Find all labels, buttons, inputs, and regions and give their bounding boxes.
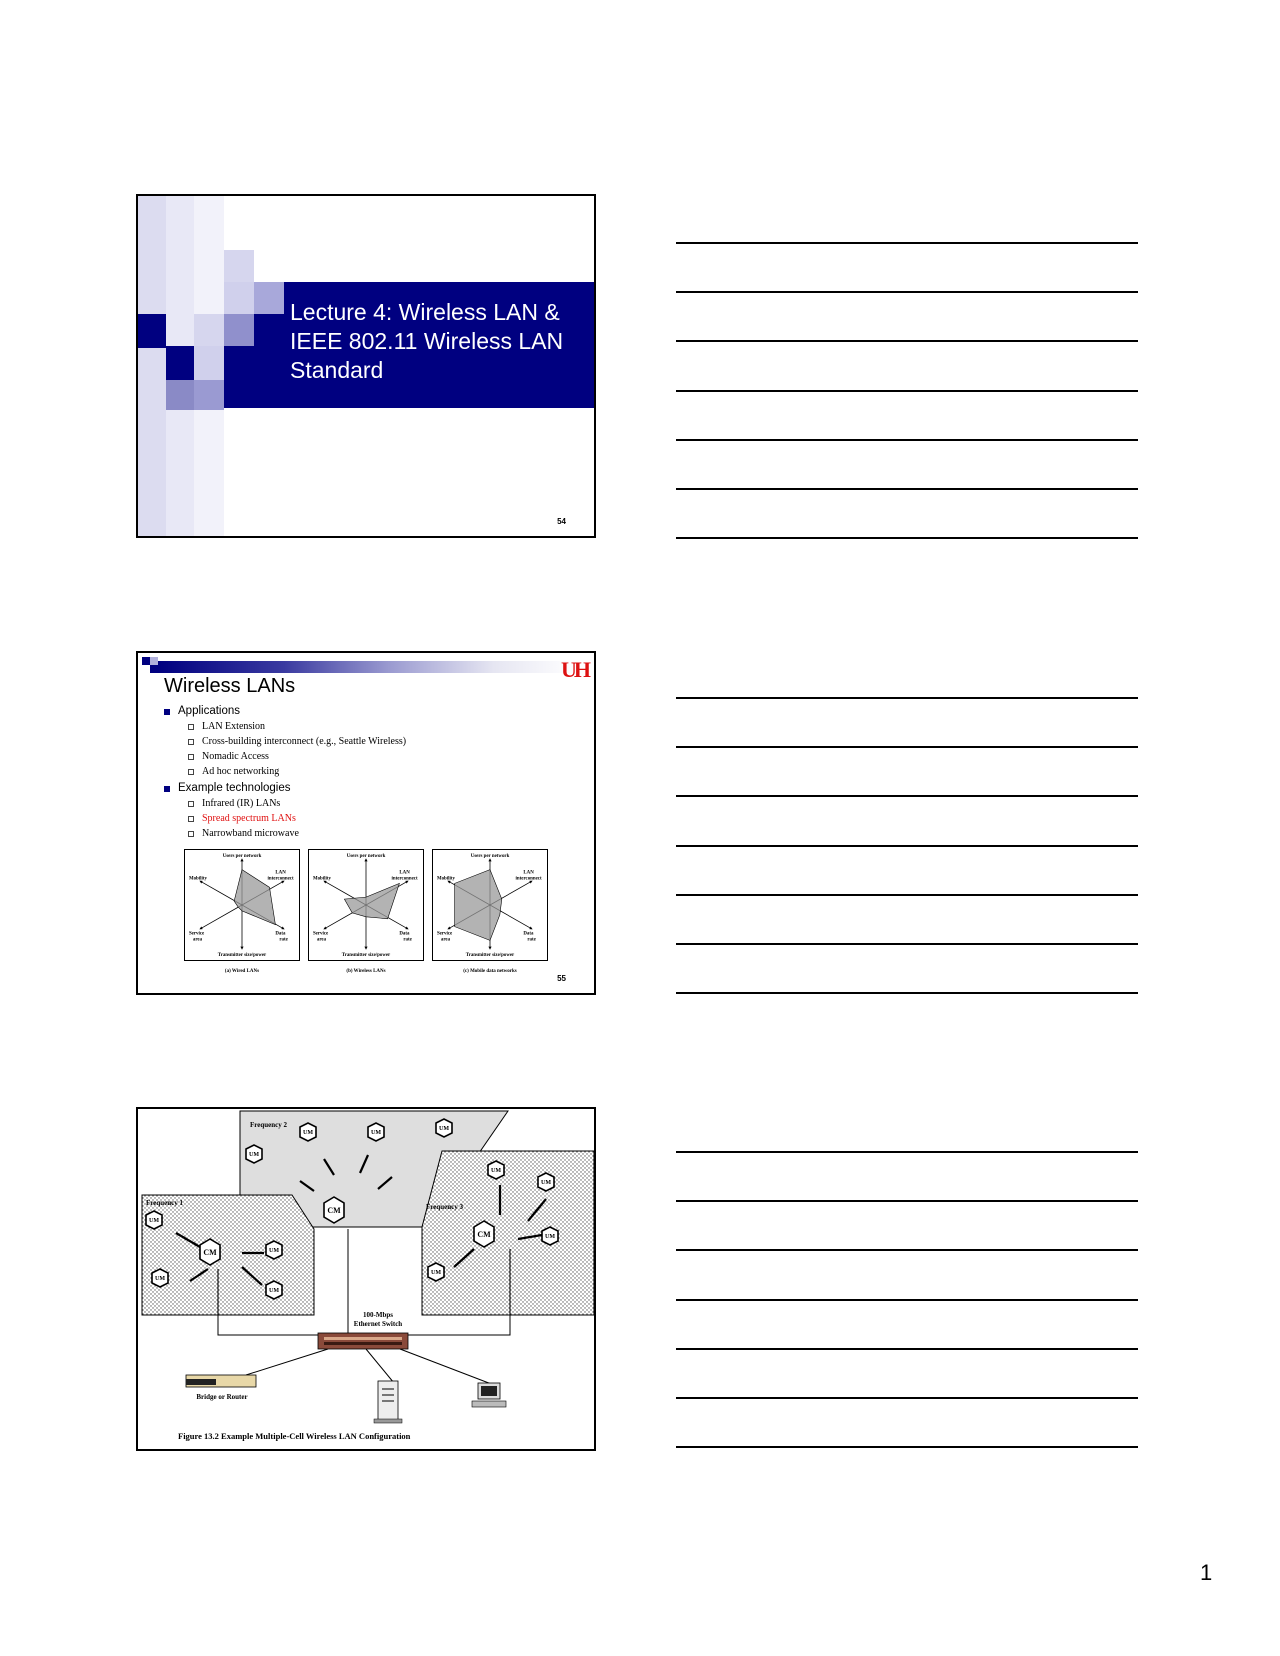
slide-title: Lecture 4: Wireless LAN & IEEE 802.11 Wireless LAN Standard [290, 299, 564, 383]
svg-text:UM: UM [541, 1180, 551, 1186]
slide-title: Wireless LANs [164, 675, 296, 697]
axis-label: Mobility [188, 876, 207, 882]
slide-wireless-lans [136, 651, 596, 995]
axis-label: Service [188, 931, 205, 937]
bridge-label: Bridge or Router [196, 1393, 248, 1401]
axis-label: interconnect [515, 876, 542, 882]
network-diagram [138, 1109, 594, 1449]
decorative-square [224, 282, 254, 314]
axis-label: Data [275, 931, 286, 937]
ethernet-switch [318, 1333, 408, 1349]
axis-label: LAN [523, 870, 534, 876]
axis-label: Transmitter size/power [341, 953, 391, 959]
sub-bullet: LAN Extension [202, 721, 266, 732]
axis-label: Users per network [470, 853, 510, 859]
axis-label: Data [523, 931, 534, 937]
axis-label: area [440, 937, 451, 943]
svg-text:UM: UM [149, 1218, 159, 1224]
svg-text:UM: UM [303, 1130, 313, 1136]
server-icon [374, 1381, 402, 1423]
svg-text:UM: UM [371, 1130, 381, 1136]
svg-text:UM: UM [491, 1168, 501, 1174]
axis-label: area [316, 937, 327, 943]
axis-label: interconnect [391, 876, 418, 882]
svg-text:UM: UM [269, 1248, 279, 1254]
frequency-label: Frequency 1 [146, 1199, 184, 1207]
switch-label: Ethernet Switch [353, 1320, 403, 1328]
page-number: 1 [1200, 1560, 1213, 1585]
svg-text:UM: UM [155, 1276, 165, 1282]
axis-label: Mobility [312, 876, 331, 882]
bullet-example-technologies: Example technologies [178, 782, 291, 794]
axis-label: LAN [399, 870, 410, 876]
svg-text:UM: UM [269, 1288, 279, 1294]
slide-lecture-title [136, 194, 596, 538]
radar-caption: (a) Wired LANs [224, 969, 260, 974]
bridge-router-device [186, 1375, 256, 1387]
sub-bullet: Narrowband microwave [202, 828, 299, 839]
svg-text:UM: UM [545, 1234, 555, 1240]
axis-label: Service [436, 931, 453, 937]
slide-number: 55 [557, 974, 566, 983]
radar-chart-wireless-lans [308, 849, 424, 961]
svg-text:UM: UM [431, 1270, 441, 1276]
axis-label: Mobility [436, 876, 455, 882]
radar-caption: (c) Mobile data networks [463, 969, 517, 974]
radar-chart-mobile-data-networks [432, 849, 548, 961]
sub-bullet: Infrared (IR) LANs [202, 798, 281, 809]
axis-label: LAN [275, 870, 286, 876]
axis-label: interconnect [267, 876, 294, 882]
svg-text:UM: UM [439, 1126, 449, 1132]
decorative-square [254, 282, 284, 314]
cell-frequency-3 [422, 1151, 594, 1315]
svg-text:CM: CM [477, 1230, 491, 1239]
axis-label: Users per network [346, 853, 386, 859]
axis-label: area [192, 937, 203, 943]
slide-multi-cell-wlan-figure [136, 1107, 596, 1451]
slide-number: 54 [557, 517, 566, 526]
bullet-applications: Applications [178, 705, 241, 717]
svg-text:CM: CM [327, 1206, 341, 1215]
decorative-square [224, 314, 254, 346]
sub-bullet: Ad hoc networking [202, 766, 280, 777]
frequency-label: Frequency 3 [426, 1203, 464, 1211]
figure-caption: Figure 13.2 Example Multiple-Cell Wireless LAN Configuration [178, 1431, 411, 1441]
axis-label: Service [312, 931, 329, 937]
svg-text:CM: CM [203, 1248, 217, 1257]
axis-label: Data [399, 931, 410, 937]
radar-chart-wired-lans [184, 849, 300, 961]
svg-text:UM: UM [249, 1152, 259, 1158]
sub-bullet: Nomadic Access [202, 751, 269, 762]
axis-label: rate [527, 937, 536, 943]
frequency-label: Frequency 2 [250, 1121, 288, 1129]
axis-label: Users per network [222, 853, 262, 859]
workstation-icon [472, 1383, 506, 1407]
axis-label: rate [403, 937, 412, 943]
switch-label: 100-Mbps [363, 1311, 393, 1319]
axis-label: rate [279, 937, 288, 943]
sub-bullet-highlighted: Spread spectrum LANs [202, 813, 296, 824]
cell-frequency-1 [142, 1195, 314, 1315]
axis-label: Transmitter size/power [465, 953, 515, 959]
axis-label: Transmitter size/power [217, 953, 267, 959]
sub-bullet: Cross-building interconnect (e.g., Seattle Wireless) [202, 736, 407, 747]
radar-caption: (b) Wireless LANs [346, 969, 386, 974]
uh-logo: UH [561, 657, 588, 682]
